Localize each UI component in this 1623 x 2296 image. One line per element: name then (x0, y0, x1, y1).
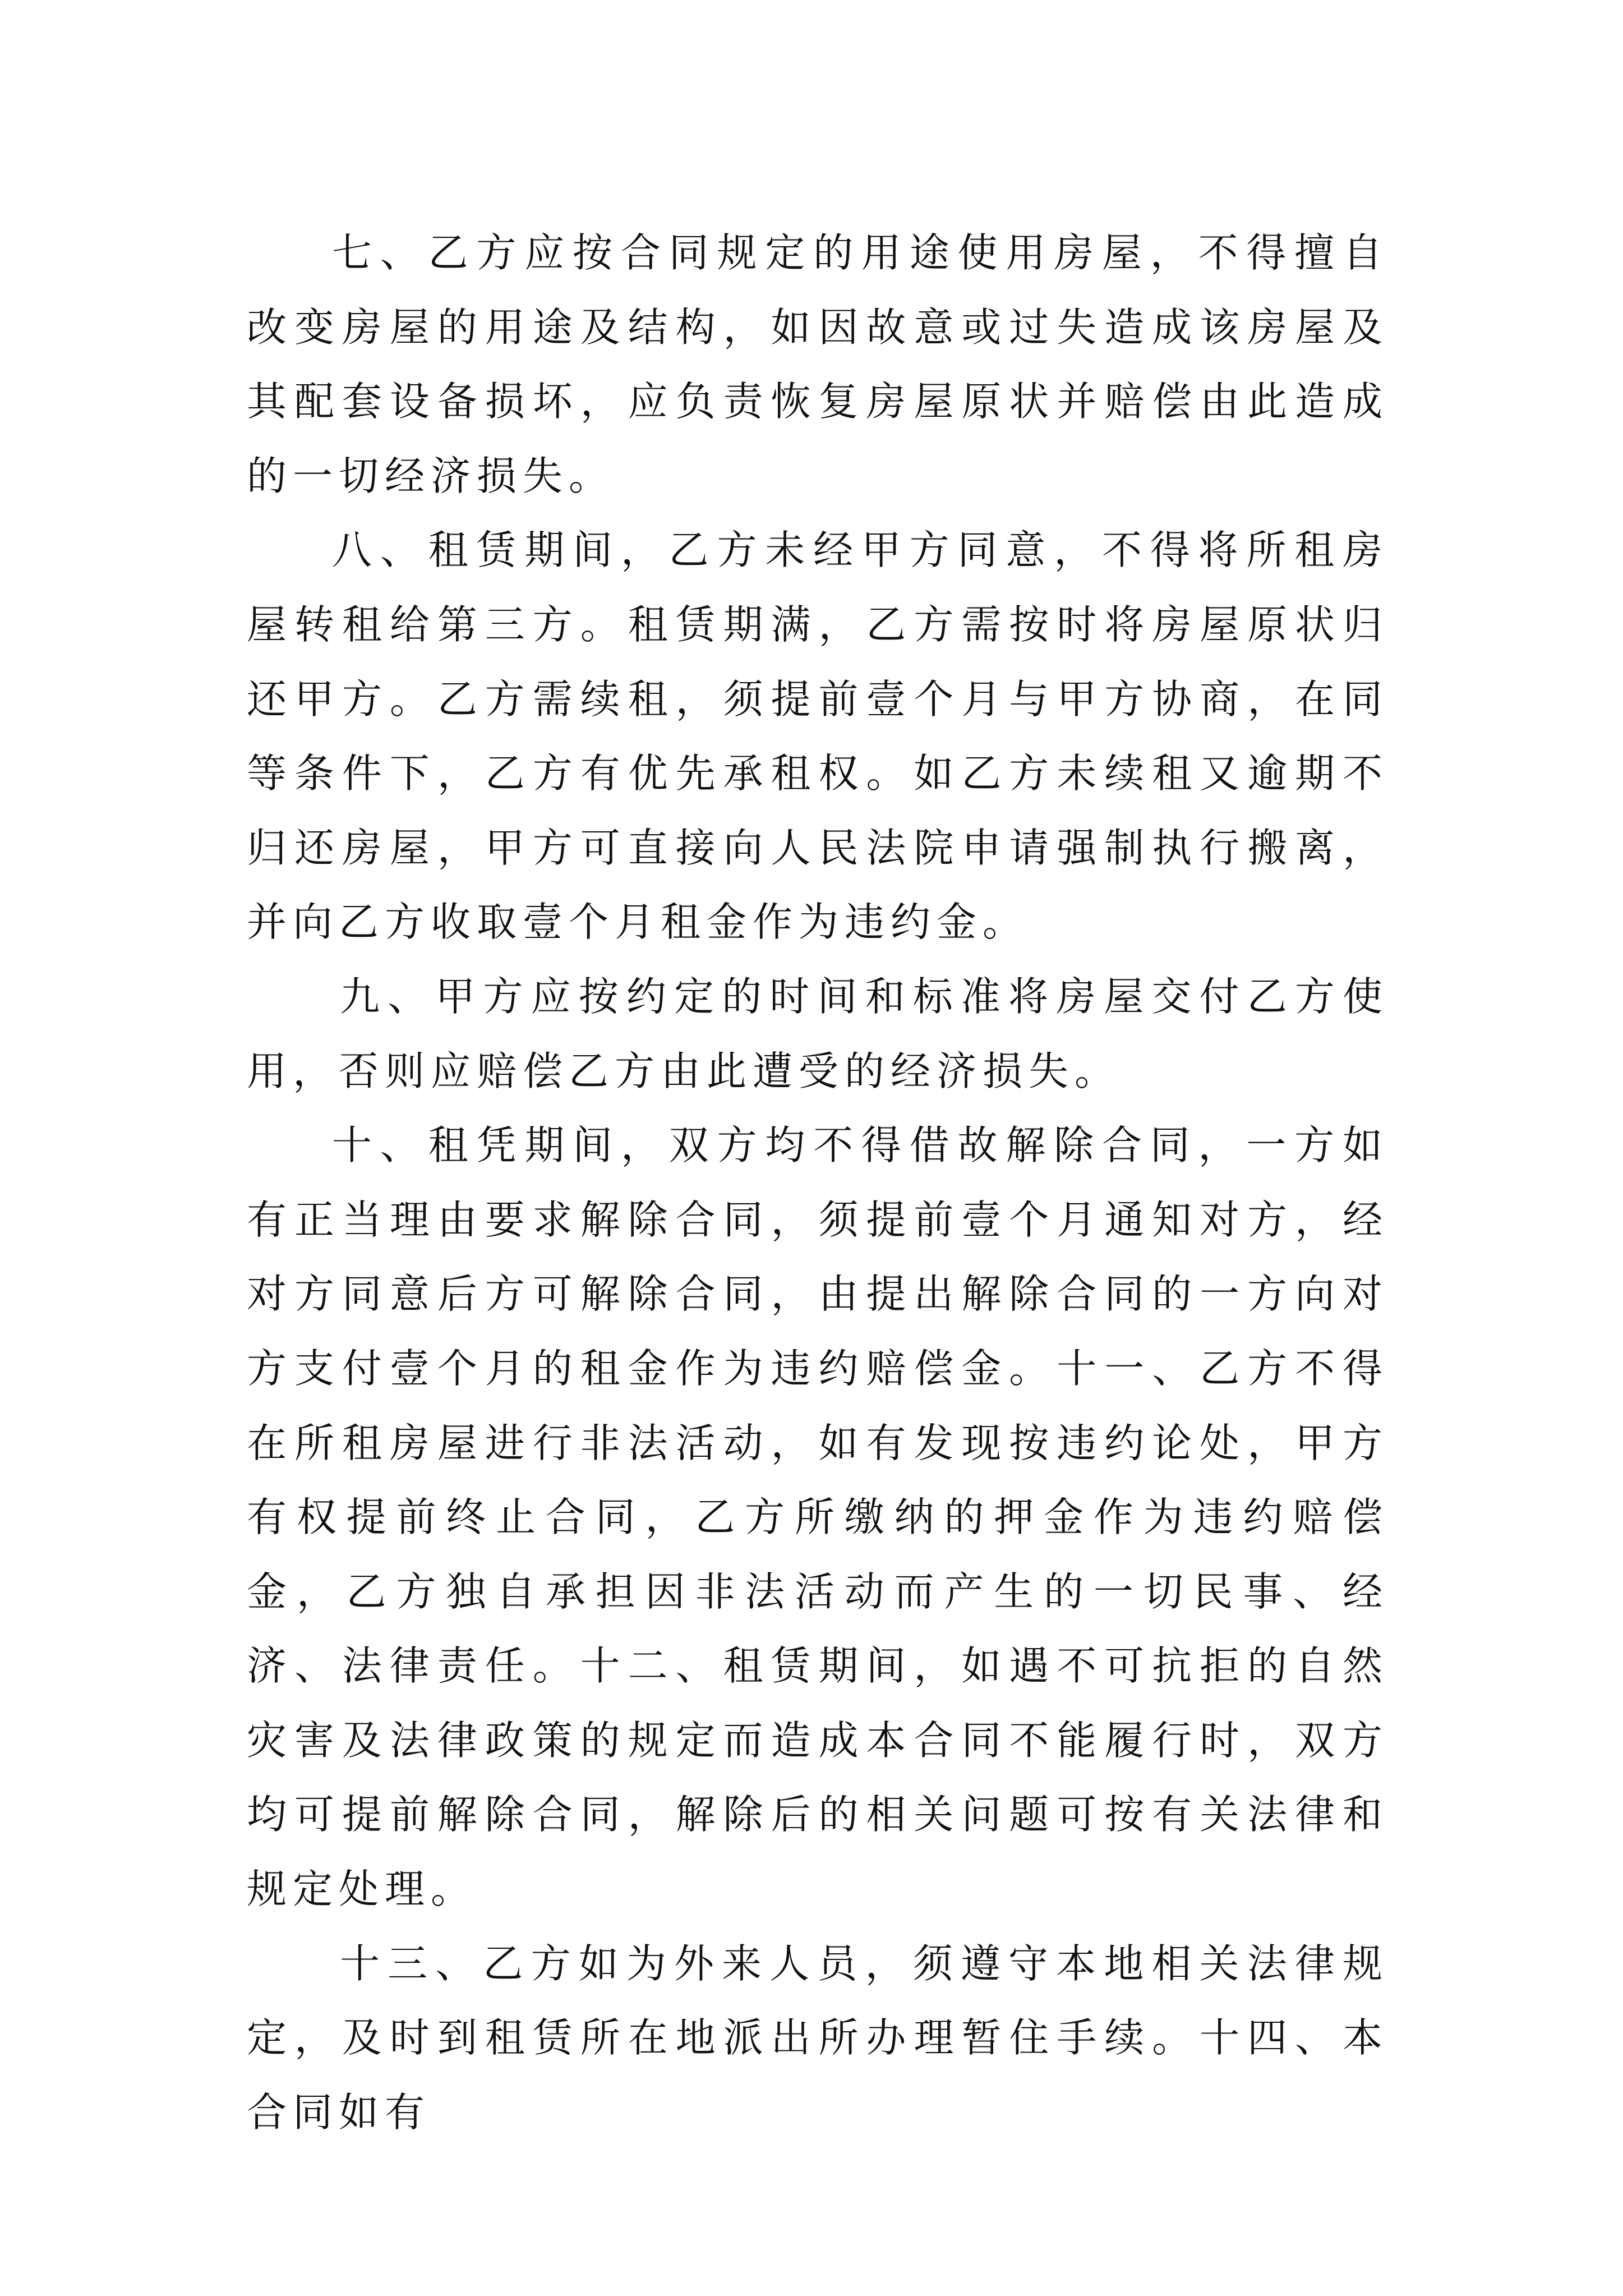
clause-13-14-paragraph: 十三、乙方如为外来人员，须遵守本地相关法律规定，及时到租赁所在地派出所办理暂住手续。十四、本合同如有 (247, 1940, 1389, 2136)
clause-10-12-paragraph: 十、租凭期间，双方均不得借故解除合同，一方如有正当理由要求解除合同，须提前壹个月通知对方，经对方同意后方可解除合同，由提出解除合同的一方向对方支付壹个月的租金作为违约赔偿金。十一、乙方不得在所租房屋进行非法活动，如有发现按违约论处，甲方有权提前终止合同，乙方所缴纳的押金作为违约赔偿金，乙方独自承担因非法活动而产生的一切民事、经济、法律责任。十二、租赁期间，如遇不可抗拒的自然灾害及法律政策的规定而造成本合同不能履行时，双方均可提前解除合同，解除后的相关问题可按有关法律和规定处理。 (247, 1122, 1389, 1913)
clause-7-paragraph: 七、乙方应按合同规定的用途使用房屋，不得擅自改变房屋的用途及结构，如因故意或过失造成该房屋及其配套设备损坏，应负责恢复房屋原状并赔偿由此造成的一切经济损失。 (247, 229, 1389, 499)
clause-8-paragraph: 八、租赁期间，乙方未经甲方同意，不得将所租房屋转租给第三方。租赁期满，乙方需按时将房屋原状归还甲方。乙方需续租，须提前壹个月与甲方协商，在同等条件下，乙方有优先承租权。如乙方未续租又逾期不归还房屋，甲方可直接向人民法院申请强制执行搬离，并向乙方收取壹个月租金作为违约金。 (247, 527, 1389, 946)
clause-9-paragraph: 九、甲方应按约定的时间和标准将房屋交付乙方使用，否则应赔偿乙方由此遭受的经济损失。 (247, 973, 1389, 1094)
document-body (247, 216, 1389, 2150)
